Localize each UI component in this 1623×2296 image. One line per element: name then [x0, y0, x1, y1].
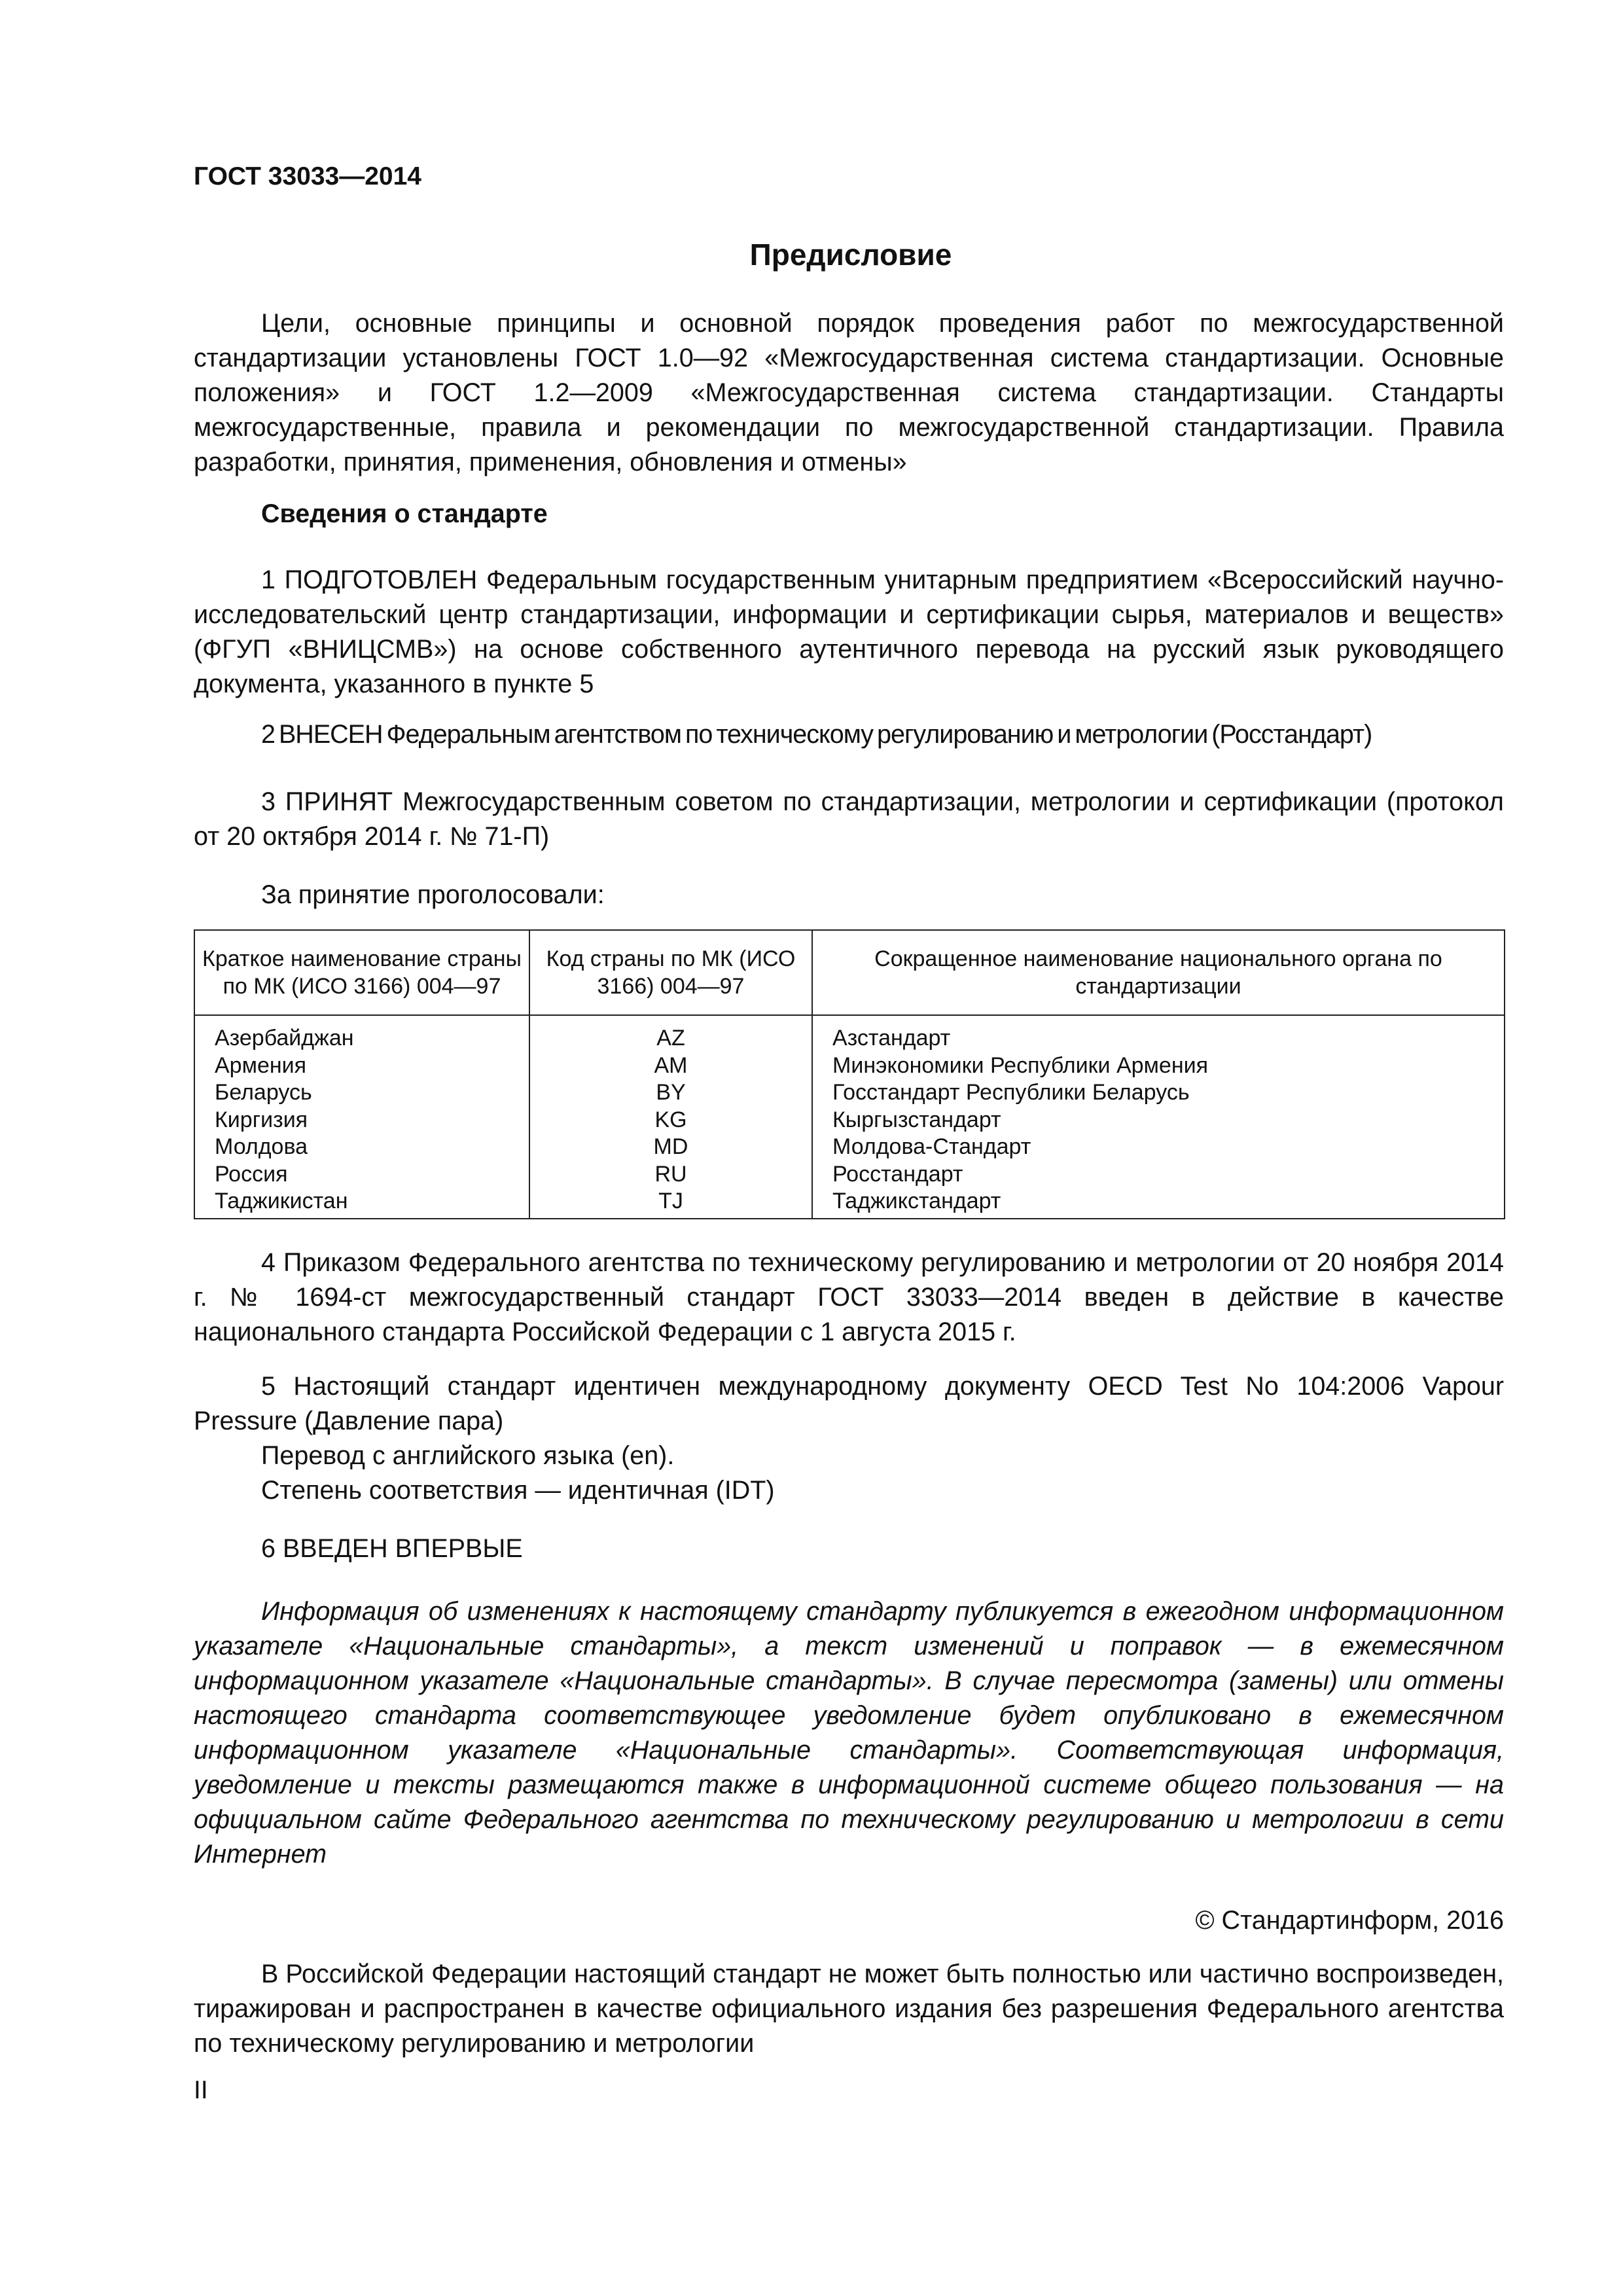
item-4-paragraph: 4 Приказом Федерального агентства по техническому регулированию и метрологии от 20 ноября 2014 г. № 1694-ст межгосударственный стандарт ГОСТ 33033—2014 введен в действие в качестве национального стандарта Российской Федерации с 1 августа 2015 г.: [194, 1248, 1504, 1346]
header-body: Сокращенное наименование национального органа по стандартизации: [812, 930, 1505, 1015]
item-3-paragraph: 3 ПРИНЯТ Межгосударственным советом по стандартизации, метрологии и сертификации (протокол от 20 октября 2014 г. № 71-П): [194, 787, 1504, 851]
page-title: Предисловие: [749, 238, 952, 272]
cell-body: Азстандарт: [812, 1015, 1505, 1052]
translation-note: Перевод с английского языка (en).: [261, 1441, 675, 1470]
table-row: [194, 1015, 1505, 1052]
document-header: ГОСТ 33033—2014: [194, 162, 421, 190]
page-number: II: [194, 2076, 208, 2104]
copyright-line: © Стандартинформ, 2016: [1195, 1906, 1504, 1935]
item-1-paragraph: 1 ПОДГОТОВЛЕН Федеральным государственным унитарным предприятием «Всероссийский научно-исследовательский центр стандартизации, информации и сертификации сырья, материалов и веществ» (ФГУП «ВНИЦСМВ») на основе собственного аутентичного перевода на русский язык руководящего документа, указанного в пункте 5: [194, 565, 1504, 698]
table-row: [194, 1134, 1505, 1161]
cell-body: Кыргызстандарт: [812, 1107, 1505, 1134]
table-header-row: [194, 930, 1505, 1015]
table-row: [194, 1161, 1505, 1189]
cell-code: TJ: [529, 1188, 812, 1219]
header-country: Краткое наименование страны по МК (ИСО 3166) 004—97: [194, 930, 529, 1015]
table-row: [194, 1107, 1505, 1134]
item-5-paragraph: 5 Настоящий стандарт идентичен международному документу OECD Test No 104:2006 Vapour Pressure (Давление пара): [194, 1372, 1504, 1435]
header-code: Код страны по МК (ИСО 3166) 004—97: [529, 930, 812, 1015]
table-row: [194, 1052, 1505, 1080]
cell-body: Госстандарт Республики Беларусь: [812, 1079, 1505, 1107]
cell-country: Киргизия: [194, 1107, 529, 1134]
cell-code: BY: [529, 1079, 812, 1107]
cell-body: Минэкономики Республики Армения: [812, 1052, 1505, 1080]
table-row: [194, 1079, 1505, 1107]
intro-paragraph: Цели, основные принципы и основной порядок проведения работ по межгосударственной стандартизации установлены ГОСТ 1.0—92 «Межгосударственная система стандартизации. Основные положения» и ГОСТ 1.2—2009 «Межгосударственная система стандартизации. Стандарты межгосударственные, правила и рекомендации по межгосударственной стандартизации. Правила разработки, принятия, применения, обновления и отмены»: [194, 309, 1504, 476]
section-heading: Сведения о стандарте: [261, 499, 548, 528]
cell-country: Беларусь: [194, 1079, 529, 1107]
change-notice-paragraph: Информация об изменениях к настоящему стандарту публикуется в ежегодном информационном указателе «Национальные стандарты», а текст изменений и поправок — в ежемесячном информационном указателе «Национальные стандарты». В случае пересмотра (замены) или отмены настоящего стандарта соответствующее уведомление будет опубликовано в ежемесячном информационном указателе «Национальные стандарты». Соответствующая информация, уведомление и тексты размещаются также в информационной системе общего пользования — на официальном сайте Федерального агентства по техническому регулированию и метрологии в сети Интернет: [194, 1597, 1504, 1869]
table-row: [194, 1188, 1505, 1219]
cell-body: Таджикстандарт: [812, 1188, 1505, 1219]
cell-code: MD: [529, 1134, 812, 1161]
cell-country: Таджикистан: [194, 1188, 529, 1219]
cell-country: Азербайджан: [194, 1015, 529, 1052]
cell-body: Молдова-Стандарт: [812, 1134, 1505, 1161]
restriction-paragraph: В Российской Федерации настоящий стандарт не может быть полностью или частично воспроизведен, тиражирован и распространен в качестве официального издания без разрешения Федерального агентства по техническому регулированию и метрологии: [194, 1960, 1504, 2058]
cell-code: AM: [529, 1052, 812, 1080]
cell-country: Армения: [194, 1052, 529, 1080]
item-6-line: 6 ВВЕДЕН ВПЕРВЫЕ: [261, 1534, 523, 1563]
item-2-paragraph: 2 ВНЕСЕН Федеральным агентством по техническому регулированию и метрологии (Росстандарт): [261, 720, 1372, 749]
cell-code: KG: [529, 1107, 812, 1134]
cell-body: Росстандарт: [812, 1161, 1505, 1189]
cell-country: Россия: [194, 1161, 529, 1189]
vote-label: За принятие проголосовали:: [261, 880, 605, 909]
cell-country: Молдова: [194, 1134, 529, 1161]
degree-note: Степень соответствия — идентичная (IDT): [261, 1476, 775, 1505]
voting-table: [194, 929, 1505, 1219]
cell-code: RU: [529, 1161, 812, 1189]
cell-code: AZ: [529, 1015, 812, 1052]
